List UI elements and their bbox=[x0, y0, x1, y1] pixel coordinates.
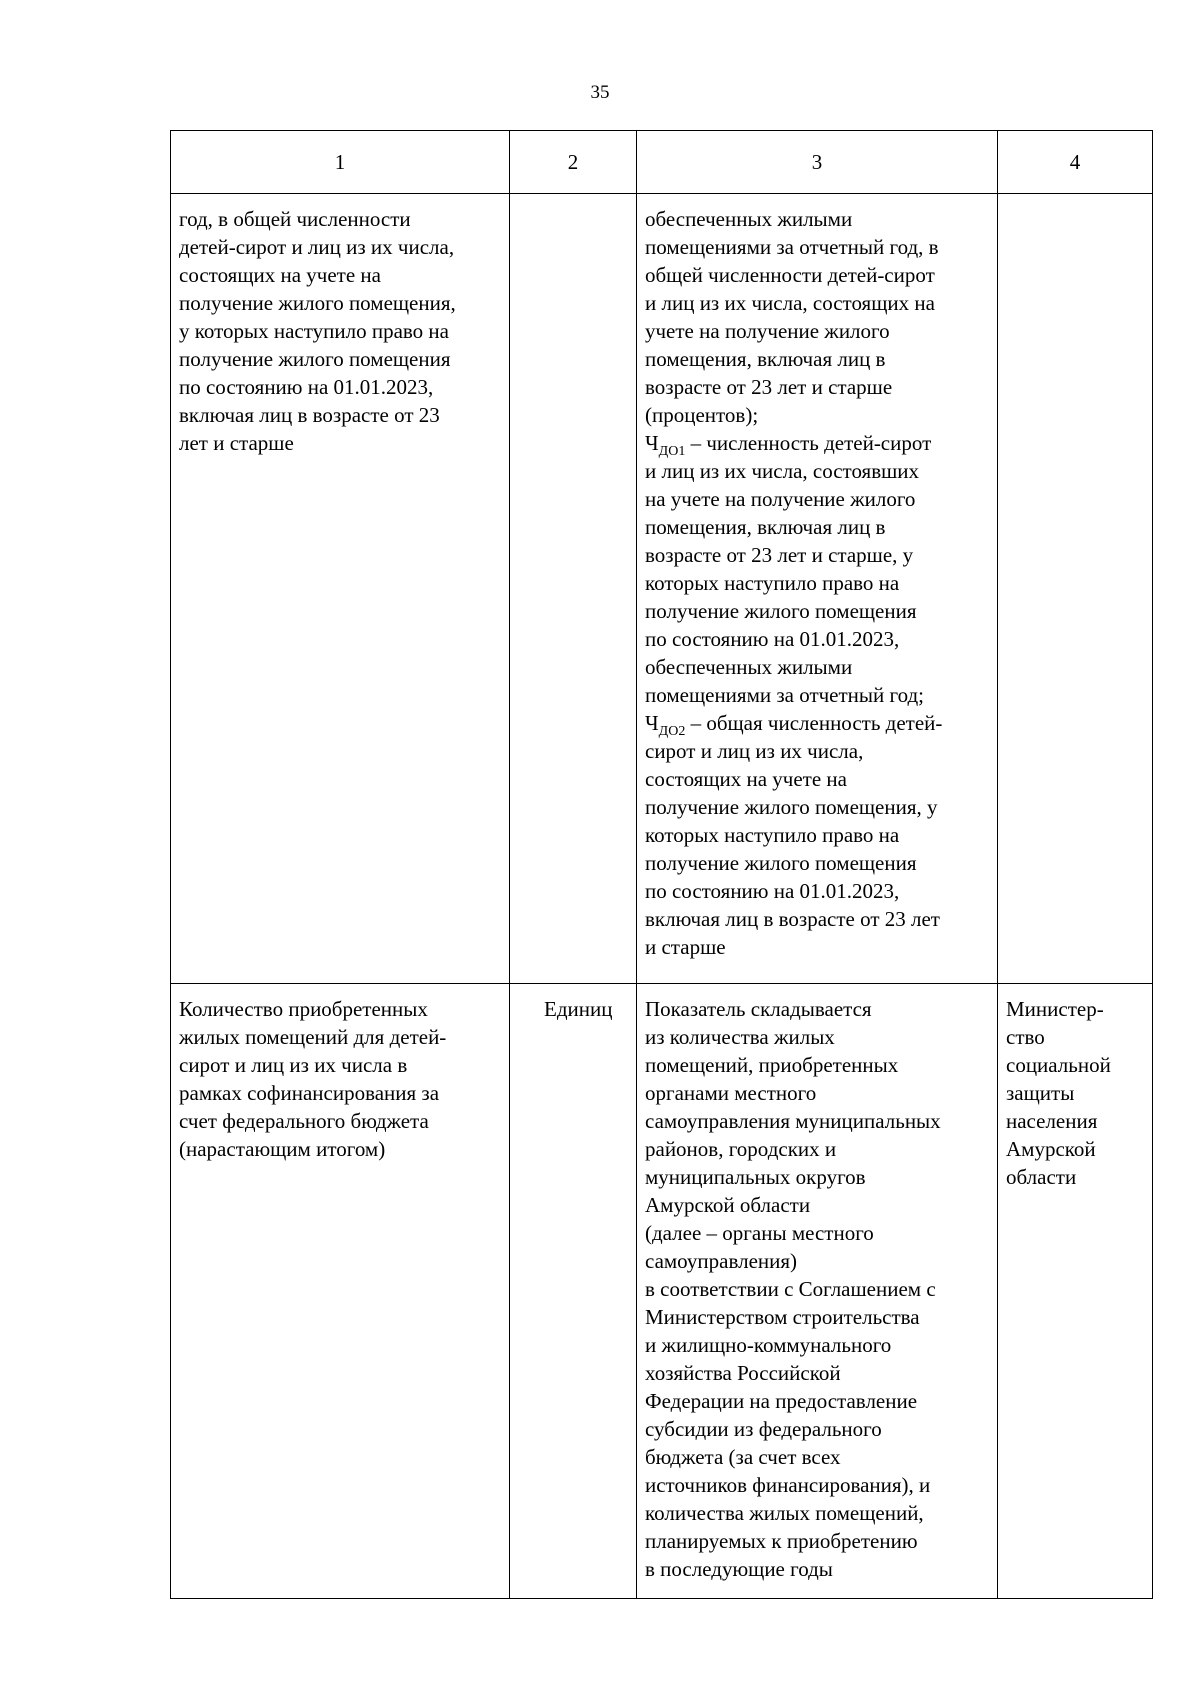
text-line: защиты bbox=[1006, 1081, 1075, 1105]
text-line: у которых наступило право на bbox=[179, 319, 449, 343]
text-line: планируемых к приобретению bbox=[645, 1529, 918, 1553]
text-line: учете на получение жилого bbox=[645, 319, 890, 343]
row2-unit-text: Единиц bbox=[544, 997, 613, 1021]
text-line: Амурской bbox=[1006, 1137, 1096, 1161]
row1-indicator-name bbox=[171, 194, 510, 984]
text-line: бюджета (за счет всех bbox=[645, 1445, 841, 1469]
text-line: которых наступило право на bbox=[645, 823, 900, 847]
text-line: включая лиц в возрасте от 23 лет bbox=[645, 907, 940, 931]
symbol-chdo2-line bbox=[645, 709, 989, 740]
row2-col4-text bbox=[1006, 995, 1144, 1191]
symbol-chdo1-text: – численность детей-сирот bbox=[685, 431, 932, 455]
text-line: Показатель складывается bbox=[645, 997, 872, 1021]
text-line: из количества жилых bbox=[645, 1025, 835, 1049]
text-line: помещений, приобретенных bbox=[645, 1053, 899, 1077]
row2-col3-text bbox=[645, 995, 989, 1583]
text-line: области bbox=[1006, 1165, 1077, 1189]
row2-indicator-name bbox=[171, 984, 510, 1599]
text-line: районов, городских и bbox=[645, 1137, 837, 1161]
text-line: лет и старше bbox=[179, 431, 294, 455]
text-line: состоящих на учете на bbox=[179, 263, 381, 287]
text-line: общей численности детей-сирот bbox=[645, 263, 935, 287]
text-line: помещениями за отчетный год, в bbox=[645, 235, 939, 259]
text-line: субсидии из федерального bbox=[645, 1417, 882, 1441]
text-line: (процентов); bbox=[645, 403, 759, 427]
text-line: населения bbox=[1006, 1109, 1098, 1133]
column-header-2: 2 bbox=[510, 131, 637, 194]
row1-responsible bbox=[998, 194, 1153, 984]
text-line: жилых помещений для детей- bbox=[179, 1025, 447, 1049]
symbol-chdo2-sub: ДО2 bbox=[658, 724, 686, 740]
text-line: Министер- bbox=[1006, 997, 1104, 1021]
text-line: Министерством строительства bbox=[645, 1305, 920, 1329]
text-line: и лиц из их числа, состоящих на bbox=[645, 291, 935, 315]
text-line: год, в общей численности bbox=[179, 207, 411, 231]
text-line: по состоянию на 01.01.2023, bbox=[645, 627, 900, 651]
symbol-chdo1-base: Ч bbox=[645, 431, 659, 455]
text-line: Количество приобретенных bbox=[179, 997, 428, 1021]
text-line: возрасте от 23 лет и старше, у bbox=[645, 543, 914, 567]
table-row bbox=[171, 194, 1153, 984]
row1-col3-text-b bbox=[645, 457, 989, 709]
text-line: возрасте от 23 лет и старше bbox=[645, 375, 893, 399]
text-line: получение жилого помещения bbox=[179, 347, 451, 371]
text-line: состоящих на учете на bbox=[645, 767, 847, 791]
row1-unit bbox=[510, 194, 637, 984]
text-line: самоуправления муниципальных bbox=[645, 1109, 941, 1133]
row1-col3-text-c bbox=[645, 737, 989, 961]
symbol-chdo2-base: Ч bbox=[645, 711, 659, 735]
text-line: источников финансирования), и bbox=[645, 1473, 931, 1497]
column-header-3: 3 bbox=[637, 131, 998, 194]
row2-col1-text bbox=[179, 995, 501, 1163]
text-line: получение жилого помещения, bbox=[179, 291, 456, 315]
text-line: получение жилого помещения bbox=[645, 599, 917, 623]
text-line: самоуправления) bbox=[645, 1249, 798, 1273]
column-header-1: 1 bbox=[171, 131, 510, 194]
row2-unit bbox=[510, 984, 637, 1599]
symbol-chdo1-line bbox=[645, 429, 989, 460]
text-line: получение жилого помещения, у bbox=[645, 795, 938, 819]
text-line: которых наступило право на bbox=[645, 571, 900, 595]
row1-method bbox=[637, 194, 998, 984]
row2-method bbox=[637, 984, 998, 1599]
text-line: Амурской области bbox=[645, 1193, 811, 1217]
text-line: сирот и лиц из их числа в bbox=[179, 1053, 408, 1077]
text-line: по состоянию на 01.01.2023, bbox=[645, 879, 900, 903]
symbol-chdo2-text: – общая численность детей- bbox=[685, 711, 943, 735]
text-line: социальной bbox=[1006, 1053, 1111, 1077]
text-line: сирот и лиц из их числа, bbox=[645, 739, 864, 763]
text-line: Федерации на предоставление bbox=[645, 1389, 918, 1413]
text-line: в последующие годы bbox=[645, 1557, 833, 1581]
text-line: по состоянию на 01.01.2023, bbox=[179, 375, 434, 399]
text-line: включая лиц в возрасте от 23 bbox=[179, 403, 440, 427]
table-header-row bbox=[171, 131, 1153, 194]
indicator-table bbox=[170, 130, 1153, 1599]
row1-col3-text-a bbox=[645, 205, 989, 429]
text-line: муниципальных округов bbox=[645, 1165, 866, 1189]
text-line: помещения, включая лиц в bbox=[645, 347, 886, 371]
text-line: получение жилого помещения bbox=[645, 851, 917, 875]
text-line: (нарастающим итогом) bbox=[179, 1137, 386, 1161]
text-line: и жилищно-коммунального bbox=[645, 1333, 892, 1357]
text-line: в соответствии с Соглашением с bbox=[645, 1277, 936, 1301]
text-line: ство bbox=[1006, 1025, 1045, 1049]
text-line: обеспеченных жилыми bbox=[645, 655, 853, 679]
table-row bbox=[171, 984, 1153, 1599]
text-line: органами местного bbox=[645, 1081, 817, 1105]
text-line: обеспеченных жилыми bbox=[645, 207, 853, 231]
text-line: помещениями за отчетный год; bbox=[645, 683, 925, 707]
text-line: количества жилых помещений, bbox=[645, 1501, 924, 1525]
row2-responsible bbox=[998, 984, 1153, 1599]
text-line: на учете на получение жилого bbox=[645, 487, 916, 511]
text-line: помещения, включая лиц в bbox=[645, 515, 886, 539]
text-line: рамках софинансирования за bbox=[179, 1081, 440, 1105]
page-number: 35 bbox=[590, 82, 610, 103]
text-line: и лиц из их числа, состоявших bbox=[645, 459, 920, 483]
row1-col1-text bbox=[179, 205, 501, 457]
text-line: счет федерального бюджета bbox=[179, 1109, 429, 1133]
text-line: детей-сирот и лиц из их числа, bbox=[179, 235, 455, 259]
text-line: (далее – органы местного bbox=[645, 1221, 874, 1245]
text-line: и старше bbox=[645, 935, 726, 959]
text-line: хозяйства Российской bbox=[645, 1361, 841, 1385]
column-header-4: 4 bbox=[998, 131, 1153, 194]
symbol-chdo1-sub: ДО1 bbox=[658, 444, 686, 460]
